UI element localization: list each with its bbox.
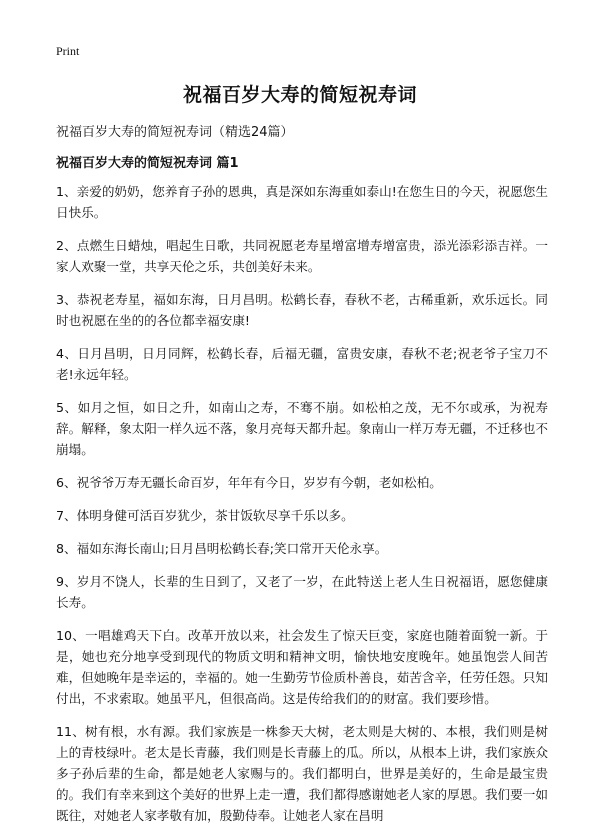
entry-paragraph: 10、一唱雄鸡天下白。改革开放以来，社会发生了惊天巨变，家庭也随着面貌一新。于是，她也充分地享受到现代的物质文明和精神文明，愉快地安度晚年。她虽饱尝人间苦难，但她晚年是幸运的，幸福的。她一生勤劳节俭质朴善良，茹苦含辛，任劳任怨。只知付出，不求索取。她虽平凡，但很高尚。这是传给我们的的财富。我们要珍惜。 xyxy=(56,628,548,706)
entry-paragraph: 5、如月之恒，如日之升，如南山之寿，不骞不崩。如松柏之茂，无不尔或承，为祝寿辞。解释，象太阳一样久远不落，象月亮每天都升起。象南山一样万寿无疆，不迁移也不崩塌。 xyxy=(56,400,548,457)
entry-paragraph: 11、树有根，水有源。我们家族是一株参天大树，老太则是大树的、本根，我们则是树上的青枝绿叶。老太是长青藤，我们则是长青藤上的瓜。所以，从根本上讲，我们家族众多子孙后辈的生命，都是她老人家赐与的。我们都明白，世界是美好的，生命是最宝贵的。我们有幸来到这个美好的世界上走一遭，我们都得感谢她老人家的厚恩。我们要一如既往，对她老人家孝敬有加，殷勤侍奉。让她老人家在昌明 xyxy=(56,724,548,823)
entry-paragraph: 9、岁月不饶人，长辈的生日到了，又老了一岁，在此特送上老人生日祝福语，愿您健康长寿。 xyxy=(56,574,548,610)
entry-paragraph: 8、福如东海长南山;日月昌明松鹤长春;笑口常开天伦永享。 xyxy=(56,541,388,556)
page-title: 祝福百岁大寿的简短祝寿词 xyxy=(182,84,417,106)
entry-paragraph: 4、日月昌明，日月同辉，松鹤长春，后福无疆，富贵安康，春秋不老;祝老爷子宝刀不老!永远年轻。 xyxy=(56,346,548,382)
entry-paragraph: 6、祝爷爷万寿无疆长命百岁，年年有今日，岁岁有今朝，老如松柏。 xyxy=(56,475,442,490)
entry-paragraph: 1、亲爱的奶奶，您养育子孙的恩典，真是深如东海重如泰山!在您生日的今天，祝愿您生日快乐。 xyxy=(56,184,548,220)
entry-paragraph: 3、恭祝老寿星，福如东海，日月昌明。松鹤长春，春秋不老，古稀重新，欢乐远长。同时也祝愿在坐的的各位都幸福安康! xyxy=(56,292,548,328)
section-heading: 祝福百岁大寿的简短祝寿词 篇1 xyxy=(56,156,239,171)
entry-paragraph: 7、体明身健可活百岁犹少，茶甘饭软尽享千乐以多。 xyxy=(56,508,354,523)
entry-paragraph: 2、点燃生日蜡烛，唱起生日歌，共同祝愿老寿星增富增寿增富贵，添光添彩添吉祥。一家人欢聚一堂，共享天伦之乐，共创美好未来。 xyxy=(56,238,548,274)
article-subtitle: 祝福百岁大寿的简短祝寿词（精选24篇） xyxy=(56,125,294,140)
entry-list xyxy=(56,181,548,828)
print-link[interactable]: Print xyxy=(56,44,80,58)
